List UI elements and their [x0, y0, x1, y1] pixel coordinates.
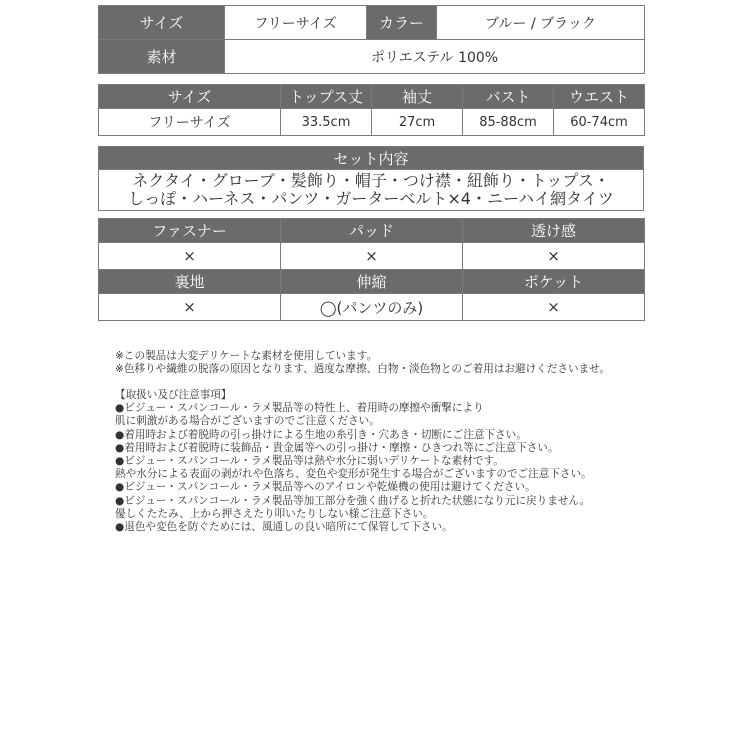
measurements-table — [98, 84, 645, 136]
feature-header-zipper: ファスナー — [99, 219, 281, 243]
measure-value-top-length: 33.5cm — [281, 109, 372, 136]
features-table — [98, 218, 645, 321]
feature-value-lining: × — [99, 294, 281, 321]
size-label: サイズ — [99, 6, 225, 40]
feature-value-sheer: × — [463, 243, 645, 270]
handling-line: ●ビジュー・スパンコール・ラメ製品等の特性上、着用時の摩擦や衝撃により — [115, 402, 484, 415]
color-value: ブルー / ブラック — [437, 6, 645, 40]
feature-value-pocket: × — [463, 294, 645, 321]
caution-notes — [115, 350, 675, 376]
handling-notes — [115, 389, 675, 534]
measure-value-waist: 60-74cm — [554, 109, 645, 136]
caution-line: ※この製品は大変デリケートな素材を使用しています。 — [115, 350, 378, 362]
measure-header-sleeve: 袖丈 — [372, 85, 463, 109]
handling-line: 熱や水分による表面の剥がれや色落ち、変色や変形が発生する場合がございますのでご注意下さい。 — [115, 468, 592, 481]
feature-header-lining: 裏地 — [99, 270, 281, 294]
feature-header-stretch: 伸縮 — [281, 270, 463, 294]
set-contents-line-1: ネクタイ・グローブ・髪飾り・帽子・つけ襟・紐飾り・トップス・ — [132, 171, 610, 190]
set-contents-value — [99, 170, 644, 211]
feature-value-zipper: × — [99, 243, 281, 270]
handling-line: ●ビジュー・スパンコール・ラメ製品等へのアイロンや乾燥機の使用は避けてください。 — [115, 481, 536, 494]
set-contents-label: セット内容 — [99, 147, 644, 170]
measure-header-waist: ウエスト — [554, 85, 645, 109]
measure-value-sleeve: 27cm — [372, 109, 463, 136]
basic-info-table — [98, 5, 645, 74]
material-label: 素材 — [99, 40, 225, 74]
measure-header-top-length: トップス丈 — [281, 85, 372, 109]
size-value: フリーサイズ — [225, 6, 367, 40]
handling-line: ●着用時および着脱時の引っ掛けによる生地の糸引き・穴あき・切断にご注意下さい。 — [115, 428, 527, 441]
measure-value-size: フリーサイズ — [99, 109, 281, 136]
handling-line: ●ビジュー・スパンコール・ラメ製品等は熱や水分に弱いデリケートな素材です。 — [115, 454, 504, 467]
feature-header-pad: パッド — [281, 219, 463, 243]
color-label: カラー — [367, 6, 437, 40]
set-contents-line-2: しっぽ・ハーネス・パンツ・ガーターベルト×4・ニーハイ網タイツ — [128, 189, 614, 208]
feature-header-pocket: ポケット — [463, 270, 645, 294]
measure-header-bust: バスト — [463, 85, 554, 109]
handling-line: ●退色や変色を防ぐためには、風通しの良い暗所にて保管して下さい。 — [115, 520, 453, 533]
feature-header-sheer: 透け感 — [463, 219, 645, 243]
feature-value-stretch: ◯(パンツのみ) — [281, 294, 463, 321]
material-value: ポリエステル 100% — [225, 40, 645, 74]
feature-value-pad: × — [281, 243, 463, 270]
measure-value-bust: 85-88cm — [463, 109, 554, 136]
caution-line: ※色移りや繊維の脱落の原因となります、過度な摩擦、白物・淡色物とのご着用はお避けくださいませ。 — [115, 363, 611, 376]
handling-line: 優しくたたみ、上から押さえたり叩いたりしない様ご注意下さい。 — [115, 507, 434, 520]
handling-line: 肌に刺激がある場合がございますのでご注意ください。 — [115, 415, 380, 428]
handling-line: ●着用時および着脱時に装飾品・貴金属等への引っ掛け・摩擦・ひきつれ等にご注意下さい。 — [115, 441, 559, 454]
set-contents-table — [98, 146, 644, 211]
handling-title: 【取扱い及び注意事項】 — [115, 389, 232, 401]
handling-line: ●ビジュー・スパンコール・ラメ製品等加工部分を強く曲げると折れた状態になり元に戻りません。 — [115, 494, 591, 507]
measure-header-size: サイズ — [99, 85, 281, 109]
